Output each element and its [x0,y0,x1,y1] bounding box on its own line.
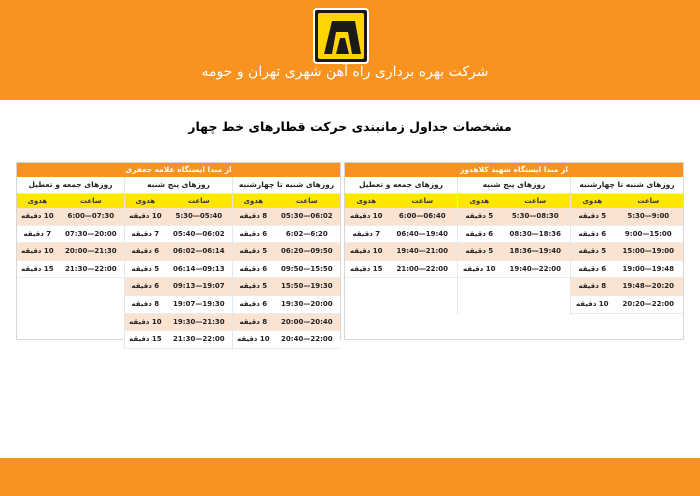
time-range-cell: 06:20—09:50 [281,247,333,256]
table-title: از مبدا ایستگاه شهید کلاهدوز [345,163,683,177]
interval-cell: 10 دقیقه [350,212,383,220]
table-row [233,296,340,314]
table-row [125,261,232,279]
time-range-cell: 19:30—20:00 [281,299,333,308]
interval-cell: 6 دقیقه [239,264,268,273]
table-row [125,331,232,349]
day-group-column [457,177,570,314]
time-range-cell: 19:07—19:30 [173,299,225,308]
time-range-cell: 06:02—06:14 [173,247,225,256]
time-column-header: ساعت [79,197,102,205]
interval-cell: 10 دقیقه [21,212,54,220]
time-range-cell: 19:40—21:00 [396,247,449,256]
column-headers [125,194,232,208]
time-range-cell: 6:00—06:40 [398,212,446,220]
interval-cell: 5 دقیقه [578,212,607,220]
time-range-cell: 21:30—22:00 [65,264,117,273]
table-row [17,226,124,244]
time-range-cell: 19:48—20:20 [622,282,675,291]
time-range-cell: 07:30—20:00 [65,229,117,238]
time-range-cell: 20:00—21:30 [65,247,117,256]
table-row [125,296,232,314]
time-range-cell: 6:00—07:30 [67,212,115,220]
document-title: مشخصات جداول زمانبندی حرکت قطارهای خط چهار [188,119,512,134]
column-headers [458,194,570,208]
time-range-cell: 09:13—19:07 [173,282,225,291]
table-row [458,208,570,226]
company-name: شرکت بهره برداری راه آهن شهری تهران و حومه [201,64,489,80]
time-column-header: ساعت [295,197,318,205]
table-title: از مبدا ایستگاه علامه جعفری [17,163,340,177]
day-group-column [570,177,683,314]
time-range-cell: 21:00—22:00 [396,264,449,273]
interval-cell: 10 دقیقه [129,212,162,220]
interval-cell: 6 دقیقه [131,282,160,291]
interval-cell: 15 دقیقه [129,335,162,344]
table-row [345,261,457,279]
interval-column-header: هدوی [469,197,490,205]
time-range-cell: 08:30—18:36 [509,229,562,238]
day-group-column [124,177,232,349]
interval-column-header: هدوی [243,197,264,205]
day-group-header: روزهای شنبه تا چهارشنبه [233,177,340,194]
interval-cell: 5 دقیقه [131,264,160,273]
table-row [233,278,340,296]
time-range-cell: 19:30—21:30 [173,317,225,326]
time-range-cell: 20:40—22:00 [281,335,333,344]
interval-column-header: هدوی [135,197,156,205]
table-row [458,243,570,261]
interval-cell: 5 دقیقه [578,247,607,256]
column-headers [17,194,124,208]
interval-column-header: هدوی [582,197,603,205]
interval-cell: 6 دقیقه [239,229,268,238]
interval-cell: 10 دقیقه [129,317,162,326]
footer-banner [0,458,700,496]
interval-cell: 10 دقیقه [463,264,496,273]
time-range-cell: 06:14—09:13 [173,264,225,273]
day-group-column [17,177,124,349]
interval-cell: 6 دقیقه [239,299,268,308]
time-range-cell: 5:30—9:00 [627,212,670,220]
column-headers [571,194,683,208]
interval-column-header: هدوی [27,197,48,205]
interval-cell: 6 دقیقه [465,229,494,238]
table-row [125,243,232,261]
table-row [345,243,457,261]
table-row [571,278,683,296]
day-group-header: روزهای شنبه تا چهارشنبه [571,177,683,194]
interval-cell: 7 دقیقه [352,229,381,238]
time-range-cell: 15:00—19:00 [622,247,675,256]
interval-cell: 10 دقیقه [237,335,270,344]
table-row [345,208,457,226]
interval-cell: 8 دقیقه [578,282,607,291]
interval-cell: 6 دقیقه [578,264,607,273]
interval-cell: 8 دقیقه [131,299,160,308]
table-row [571,261,683,279]
interval-cell: 10 دقیقه [350,247,383,256]
day-group-column [345,177,457,314]
interval-cell: 6 دقیقه [131,247,160,256]
metro-logo-icon [313,8,369,64]
day-group-header: روزهای جمعه و تعطیل [17,177,124,194]
time-range-cell: 05:30—06:02 [281,212,333,220]
table-row [125,226,232,244]
interval-cell: 5 دقیقه [465,247,494,256]
table-row [17,243,124,261]
time-column-header: ساعت [187,197,210,205]
time-range-cell: 20:00—20:40 [281,317,333,326]
time-range-cell: 06:40—19:40 [396,229,449,238]
time-range-cell: 18:36—19:40 [509,247,562,256]
table-row [233,226,340,244]
table-row [571,208,683,226]
table-row [125,278,232,296]
schedule-table-shahid-kolahdooz [344,162,684,340]
interval-cell: 15 دقیقه [21,264,54,273]
table-row [458,226,570,244]
interval-cell: 10 دقیقه [576,299,609,308]
table-row [17,208,124,226]
table-row [233,243,340,261]
time-range-cell: 19:40—22:00 [509,264,562,273]
time-range-cell: 21:30—22:00 [173,335,225,344]
table-row [233,314,340,332]
day-group-header: روزهای پنج شنبه [458,177,570,194]
time-range-cell: 5:30—08:30 [511,212,559,220]
table-row [571,296,683,314]
time-range-cell: 9:00—15:00 [624,229,672,238]
interval-cell: 8 دقیقه [239,317,268,326]
table-row [345,226,457,244]
time-range-cell: 6:02—6:20 [285,229,328,238]
table-row [458,261,570,279]
time-column-header: ساعت [411,197,434,205]
time-range-cell: 20:20—22:00 [622,299,675,308]
day-group-header: روزهای جمعه و تعطیل [345,177,457,194]
interval-cell: 7 دقیقه [131,229,160,238]
time-column-header: ساعت [524,197,547,205]
time-range-cell: 5:30—05:40 [175,212,223,220]
column-headers [345,194,457,208]
time-range-cell: 05:40—06:02 [173,229,225,238]
time-range-cell: 09:50—15:50 [281,264,333,273]
table-row [571,226,683,244]
interval-cell: 5 دقیقه [465,212,494,220]
table-row [233,208,340,226]
table-row [233,261,340,279]
interval-cell: 15 دقیقه [350,264,383,273]
interval-column-header: هدوی [356,197,377,205]
interval-cell: 5 دقیقه [239,247,268,256]
interval-cell: 8 دقیقه [239,212,268,220]
column-headers [233,194,340,208]
schedule-table-allameh-jafari [16,162,341,344]
interval-cell: 10 دقیقه [21,247,54,256]
table-row [571,243,683,261]
interval-cell: 7 دقیقه [23,229,52,238]
interval-cell: 6 دقیقه [578,229,607,238]
day-group-header: روزهای پنج شنبه [125,177,232,194]
header-banner [0,0,700,100]
time-column-header: ساعت [637,197,660,205]
table-row [125,314,232,332]
table-row [17,261,124,279]
table-row [125,208,232,226]
time-range-cell: 15:50—19:30 [281,282,333,291]
table-body [17,177,340,349]
table-body [345,177,683,314]
time-range-cell: 19:00—19:48 [622,264,675,273]
day-group-column [232,177,340,349]
interval-cell: 5 دقیقه [239,282,268,291]
table-row [233,331,340,349]
